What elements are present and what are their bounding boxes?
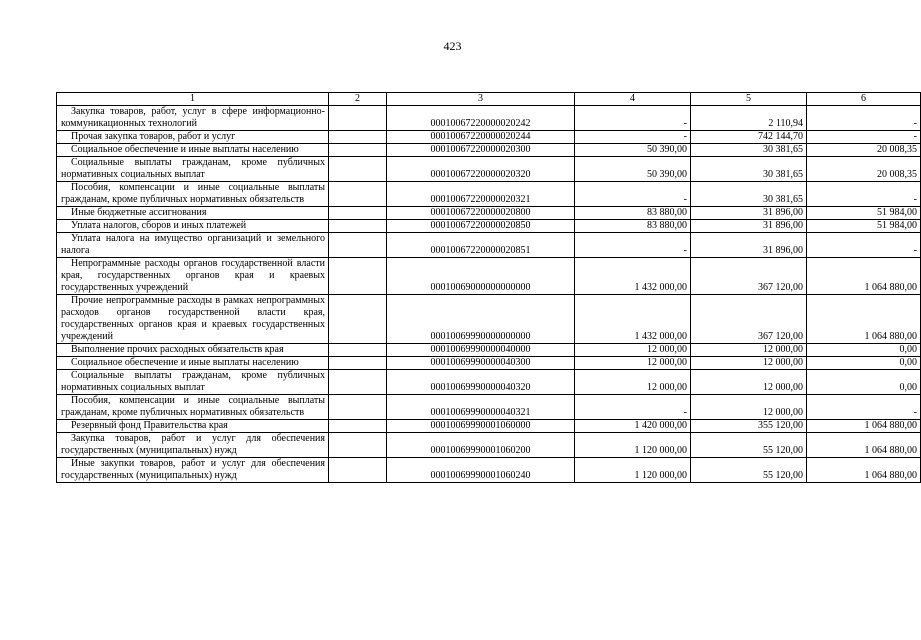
row-code-cell: 00010069990000040321 [387,395,575,420]
table-row [57,258,921,295]
table-row [57,420,921,433]
row-name-cell: Пособия, компенсации и иные социальные выплаты гражданам, кроме публичных нормативных обязательств [57,395,329,420]
table-body [57,106,921,483]
row-value-col4: 1 120 000,00 [575,433,691,458]
row-value-col6: 51 984,00 [807,207,921,220]
row-value-col4: - [575,182,691,207]
row-value-col5: 30 381,65 [691,182,807,207]
row-value-col5: 12 000,00 [691,370,807,395]
row-value-col5: 55 120,00 [691,458,807,483]
row-value-col6: 1 064 880,00 [807,420,921,433]
table-row [57,157,921,182]
row-value-col4: 1 420 000,00 [575,420,691,433]
row-value-col4: 12 000,00 [575,344,691,357]
row-value-col4: 12 000,00 [575,370,691,395]
table-row [57,370,921,395]
row-value-col5: 30 381,65 [691,157,807,182]
row-col2-cell [329,233,387,258]
row-value-col4: 1 120 000,00 [575,458,691,483]
row-value-col6: 1 064 880,00 [807,258,921,295]
row-code-cell: 00010069000000000000 [387,258,575,295]
row-value-col6: - [807,233,921,258]
table-row [57,182,921,207]
row-name-cell: Прочие непрограммные расходы в рамках непрограммных расходов органов государственной власти края, государственных органов края и краевых государственных учреждений [57,295,329,344]
row-name-cell: Социальное обеспечение и иные выплаты населению [57,357,329,370]
row-code-cell: 00010067220000020321 [387,182,575,207]
row-value-col4: 50 390,00 [575,157,691,182]
row-value-col5: 367 120,00 [691,258,807,295]
row-value-col5: 742 144,70 [691,131,807,144]
row-value-col6: 1 064 880,00 [807,433,921,458]
row-code-cell: 00010067220000020320 [387,157,575,182]
table-row [57,357,921,370]
row-col2-cell [329,144,387,157]
column-header: 1 [57,93,329,106]
table-row [57,433,921,458]
row-col2-cell [329,420,387,433]
row-value-col6: 0,00 [807,370,921,395]
row-col2-cell [329,433,387,458]
table-row [57,144,921,157]
row-name-cell: Социальные выплаты гражданам, кроме публичных нормативных социальных выплат [57,370,329,395]
row-col2-cell [329,357,387,370]
row-value-col6: - [807,131,921,144]
row-col2-cell [329,370,387,395]
row-value-col4: - [575,106,691,131]
row-col2-cell [329,395,387,420]
row-code-cell: 00010067220000020300 [387,144,575,157]
row-col2-cell [329,131,387,144]
row-name-cell: Иные закупки товаров, работ и услуг для обеспечения государственных (муниципальных) нужд [57,458,329,483]
row-name-cell: Закупка товаров, работ и услуг для обеспечения государственных (муниципальных) нужд [57,433,329,458]
row-col2-cell [329,182,387,207]
row-col2-cell [329,258,387,295]
row-value-col6: - [807,182,921,207]
row-name-cell: Закупка товаров, работ, услуг в сфере информационно-коммуникационных технологий [57,106,329,131]
column-header: 3 [387,93,575,106]
row-value-col5: 12 000,00 [691,395,807,420]
table-row [57,106,921,131]
table-row [57,458,921,483]
row-value-col5: 31 896,00 [691,207,807,220]
row-code-cell: 00010067220000020851 [387,233,575,258]
row-name-cell: Выполнение прочих расходных обязательств края [57,344,329,357]
row-value-col6: - [807,106,921,131]
table-row [57,233,921,258]
row-value-col6: 51 984,00 [807,220,921,233]
row-col2-cell [329,458,387,483]
column-header: 5 [691,93,807,106]
row-value-col6: 0,00 [807,344,921,357]
row-value-col5: 31 896,00 [691,220,807,233]
table-row [57,295,921,344]
row-value-col4: 1 432 000,00 [575,258,691,295]
row-code-cell: 00010067220000020244 [387,131,575,144]
row-code-cell: 00010067220000020800 [387,207,575,220]
row-name-cell: Прочая закупка товаров, работ и услуг [57,131,329,144]
row-value-col4: - [575,131,691,144]
table-row [57,131,921,144]
row-value-col4: 83 880,00 [575,207,691,220]
column-header: 2 [329,93,387,106]
row-name-cell: Иные бюджетные ассигнования [57,207,329,220]
row-name-cell: Резервный фонд Правительства края [57,420,329,433]
row-name-cell: Уплата налога на имущество организаций и земельного налога [57,233,329,258]
row-value-col6: 20 008,35 [807,144,921,157]
row-value-col5: 30 381,65 [691,144,807,157]
row-code-cell: 00010067220000020850 [387,220,575,233]
row-code-cell: 00010069990000040320 [387,370,575,395]
row-value-col5: 355 120,00 [691,420,807,433]
row-value-col5: 367 120,00 [691,295,807,344]
row-col2-cell [329,220,387,233]
row-value-col6: - [807,395,921,420]
table-header-row [57,93,921,106]
row-col2-cell [329,106,387,131]
row-value-col5: 2 110,94 [691,106,807,131]
row-value-col4: 1 432 000,00 [575,295,691,344]
row-name-cell: Непрограммные расходы органов государственной власти края, государственных органов края и краевых государственных учреждений [57,258,329,295]
page-number: 423 [443,39,462,53]
row-value-col4: 83 880,00 [575,220,691,233]
row-value-col6: 20 008,35 [807,157,921,182]
row-code-cell: 00010069990001060240 [387,458,575,483]
row-code-cell: 00010069990000040000 [387,344,575,357]
row-col2-cell [329,157,387,182]
row-name-cell: Социальное обеспечение и иные выплаты населению [57,144,329,157]
table-row [57,395,921,420]
row-name-cell: Пособия, компенсации и иные социальные выплаты гражданам, кроме публичных нормативных обязательств [57,182,329,207]
row-name-cell: Социальные выплаты гражданам, кроме публичных нормативных социальных выплат [57,157,329,182]
row-code-cell: 00010069990000040300 [387,357,575,370]
row-value-col4: - [575,395,691,420]
budget-table [56,92,921,483]
row-code-cell: 00010069990000000000 [387,295,575,344]
row-name-cell: Уплата налогов, сборов и иных платежей [57,220,329,233]
column-header: 6 [807,93,921,106]
row-col2-cell [329,344,387,357]
row-col2-cell [329,295,387,344]
column-header: 4 [575,93,691,106]
row-code-cell: 00010069990001060000 [387,420,575,433]
row-value-col5: 55 120,00 [691,433,807,458]
row-value-col6: 1 064 880,00 [807,295,921,344]
table-row [57,220,921,233]
row-value-col4: 50 390,00 [575,144,691,157]
row-col2-cell [329,207,387,220]
row-value-col6: 1 064 880,00 [807,458,921,483]
row-value-col5: 31 896,00 [691,233,807,258]
row-value-col6: 0,00 [807,357,921,370]
row-value-col5: 12 000,00 [691,357,807,370]
table-row [57,344,921,357]
row-code-cell: 00010067220000020242 [387,106,575,131]
row-value-col5: 12 000,00 [691,344,807,357]
row-value-col4: - [575,233,691,258]
row-value-col4: 12 000,00 [575,357,691,370]
table-row [57,207,921,220]
row-code-cell: 00010069990001060200 [387,433,575,458]
